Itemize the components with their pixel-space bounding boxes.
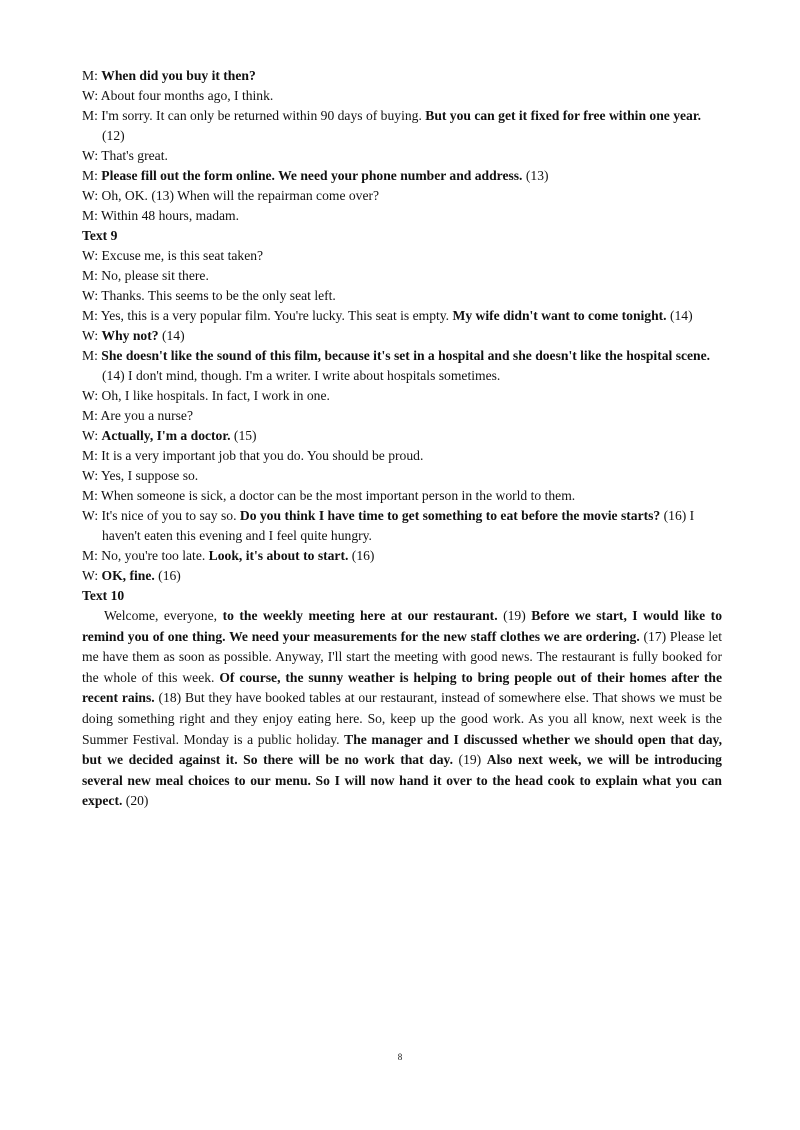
dialogue-line: W: It's nice of you to say so. Do you think I have time to get something to eat before the movie starts? (16) I haven't eaten this evening and I feel quite hungry. bbox=[82, 508, 695, 543]
text9-dialogue bbox=[82, 246, 722, 586]
dialogue-line: M: Please fill out the form online. We need your phone number and address. (13) bbox=[82, 168, 549, 183]
dialogue-line: M: She doesn't like the sound of this film, because it's set in a hospital and she doesn't like the hospital scene. (14) I don't mind, though. I'm a writer. I write about hospitals sometimes. bbox=[82, 348, 711, 383]
page-number: 8 bbox=[397, 1052, 403, 1062]
dialogue-line: M: When someone is sick, a doctor can be the most important person in the world to them. bbox=[82, 488, 576, 503]
dialogue-line: W: Excuse me, is this seat taken? bbox=[82, 248, 264, 263]
dialogue-line: M: Within 48 hours, madam. bbox=[82, 208, 240, 223]
dialogue-line: M: Yes, this is a very popular film. You're lucky. This seat is empty. My wife didn't want to come tonight. (14) bbox=[82, 308, 693, 323]
dialogue-line: W: That's great. bbox=[82, 148, 168, 163]
text10-heading: Text 10 bbox=[82, 588, 125, 603]
dialogue-continued bbox=[82, 66, 722, 226]
dialogue-line: W: About four months ago, I think. bbox=[82, 88, 274, 103]
dialogue-line: M: It is a very important job that you do. You should be proud. bbox=[82, 448, 424, 463]
dialogue-line: W: Actually, I'm a doctor. (15) bbox=[82, 428, 257, 443]
dialogue-line: W: Yes, I suppose so. bbox=[82, 468, 199, 483]
dialogue-line: M: Are you a nurse? bbox=[82, 408, 193, 423]
dialogue-line: W: Oh, OK. (13) When will the repairman come over? bbox=[82, 188, 380, 203]
dialogue-line: W: Oh, I like hospitals. In fact, I work in one. bbox=[82, 388, 330, 403]
dialogue-line: M: No, please sit there. bbox=[82, 268, 209, 283]
text10-paragraph: Welcome, everyone, to the weekly meeting here at our restaurant. (19) Before we start, I would like to remind you of one thing. We need your measurements for the new staff clothes we are ordering. (17) Please let me have them as soon as possible. Anyway, I'll start the meeting with good news. The restaurant is fully booked for the whole of this week. Of course, the sunny weather is helping to bring people out of their homes after the recent rains. (18) But they have booked tables at our restaurant, instead of somewhere else. That shows we must be doing something right and they enjoy eating here. So, keep up the good work. As you all know, next week is the Summer Festival. Monday is a public holiday. The manager and I discussed whether we should open that day, but we decided against it. So there will be no work that day. (19) Also next week, we will be introducing several new meal choices to our menu. So I will now hand it over to the head cook to explain what you can expect. (20) bbox=[82, 608, 723, 809]
dialogue-line: M: I'm sorry. It can only be returned within 90 days of buying. But you can get it fixed for free within one year. (12) bbox=[82, 108, 702, 143]
dialogue-line: M: When did you buy it then? bbox=[82, 68, 256, 83]
dialogue-line: W: Why not? (14) bbox=[82, 328, 185, 343]
dialogue-line: W: OK, fine. (16) bbox=[82, 568, 181, 583]
dialogue-line: M: No, you're too late. Look, it's about to start. (16) bbox=[82, 548, 375, 563]
dialogue-line: W: Thanks. This seems to be the only seat left. bbox=[82, 288, 336, 303]
text9-heading: Text 9 bbox=[82, 228, 118, 243]
transcript-page bbox=[82, 66, 722, 812]
